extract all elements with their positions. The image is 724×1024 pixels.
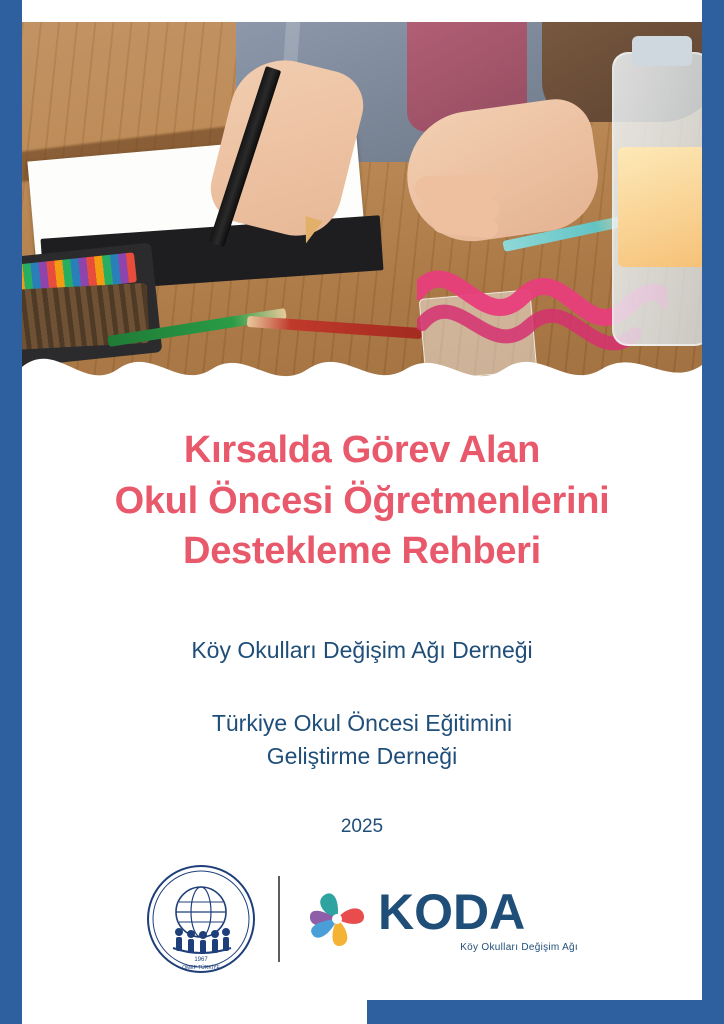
wave-divider xyxy=(22,329,702,397)
bottle-cap xyxy=(632,36,692,66)
koda-wordmark xyxy=(378,884,578,942)
organization-tooged-line-2: Geliştirme Derneği xyxy=(266,743,458,770)
tooged-seal-logo xyxy=(146,864,256,974)
organization-koda: Köy Okulları Değişim Ağı Derneği xyxy=(191,636,533,663)
title-line-2: Okul Öncesi Öğretmenlerini xyxy=(114,479,610,522)
title-line-1: Kırsalda Görev Alan xyxy=(183,429,541,471)
organization-tooged-line-1: Türkiye Okul Öncesi Eğitimini xyxy=(211,709,513,736)
koda-wordmark-text: KODA xyxy=(378,884,526,941)
frame-bottom-inner-gap xyxy=(22,1000,367,1024)
page-title xyxy=(22,425,702,577)
bottle-label xyxy=(618,147,702,267)
frame-top xyxy=(0,0,724,22)
logo-row xyxy=(22,864,702,974)
cover-content xyxy=(22,397,702,1002)
koda-pinwheel-icon xyxy=(302,884,372,954)
title-line-3: Destekleme Rehberi xyxy=(183,530,541,573)
frame-right-border xyxy=(702,0,724,1024)
koda-logo xyxy=(302,884,578,954)
organization-tooged xyxy=(22,707,702,774)
seal-year: 1967 xyxy=(194,956,208,963)
logo-divider xyxy=(278,876,280,962)
publication-year: 2025 xyxy=(340,815,384,837)
seal-bottom-text: OMEP TÜRKİYE xyxy=(182,964,220,971)
frame-left-border xyxy=(0,0,22,1024)
cover-photo xyxy=(22,22,702,397)
koda-subtitle: Köy Okulları Değişim Ağı xyxy=(460,942,578,954)
